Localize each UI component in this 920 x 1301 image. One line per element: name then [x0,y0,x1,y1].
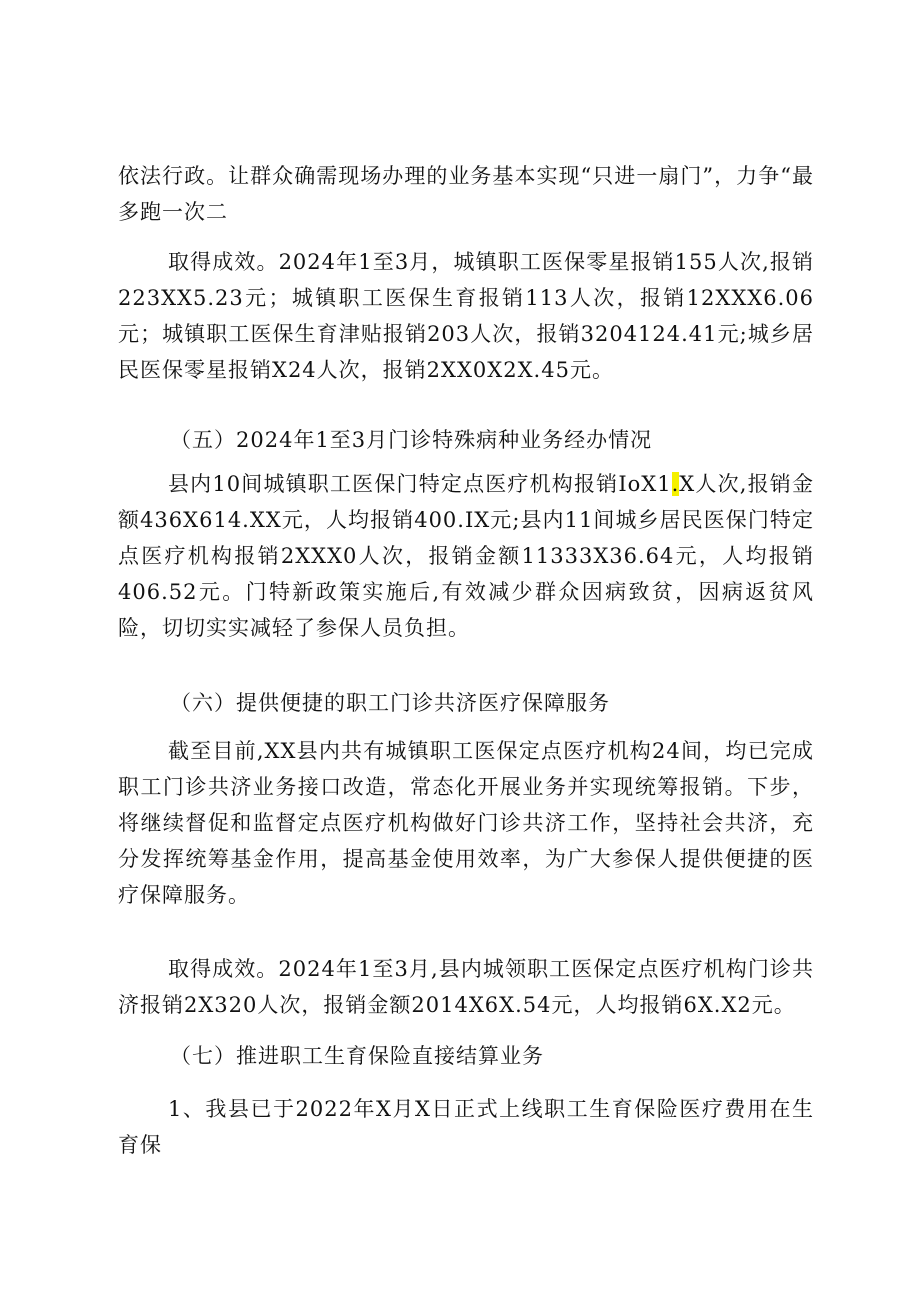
highlight-mark: . [671,472,680,496]
paragraph-6 [118,733,814,913]
heading-text: （五）2024年1至3月门诊特殊病种业务经办情况 [170,428,653,452]
heading-section-7 [118,1038,814,1074]
paragraph-9 [118,1091,814,1163]
paragraph-text: 1、我县已于2022年X月X日正式上线职工生育保险医疗费用在生育保 [118,1097,814,1157]
heading-text: （六）提供便捷的职工门诊共济医疗保障服务 [170,691,610,715]
paragraph-text: 取得成效。2024年1至3月，城镇职工医保零星报销155人次,报销223XX5.23元；城镇职工医保生育报销113人次，报销12XXX6.06元；城镇职工医保生育津贴报销203人次，报销3204124.41元;城乡居民医保零星报销X24人次，报销2XX0X2X.45元。 [118,250,814,382]
paragraph-text-part: 县内10间城镇职工医保门特定点医疗机构报销IoX1 [168,472,672,496]
heading-text: （七）推进职工生育保险直接结算业务 [170,1044,544,1068]
paragraph-text-part: X人次,报销金额436X614.XX元，人均报销400.IX元;县内11间城乡居民医保门特定点医疗机构报销2XXX0人次，报销金额11333X36.64元，人均报销406.52元。门特新政策实施后,有效减少群众因病致贫，因病返贫风险，切切实实减轻了参保人员负担。 [118,472,814,640]
paragraph-text: 截至目前,XX县内共有城镇职工医保定点医疗机构24间，均已完成职工门诊共济业务接口改造，常态化开展业务并实现统筹报销。下步，将继续督促和监督定点医疗机构做好门诊共济工作，坚持社会共济，充分发挥统筹基金作用，提高基金使用效率，为广大参保人提供便捷的医疗保障服务。 [118,739,814,907]
paragraph-7 [118,951,814,1023]
paragraph-4 [118,466,814,646]
heading-section-6 [118,685,814,721]
paragraph-1 [118,158,814,230]
heading-section-5 [118,422,814,458]
paragraph-text: 取得成效。2024年1至3月,县内城领职工医保定点医疗机构门诊共济报销2X320人次，报销金额2014X6X.54元，人均报销6X.X2元。 [118,957,814,1017]
paragraph-2 [118,244,814,388]
paragraph-text [118,466,814,646]
paragraph-text: 依法行政。让群众确需现场办理的业务基本实现“只进一扇门”，力争“最多跑一次二 [118,164,814,224]
